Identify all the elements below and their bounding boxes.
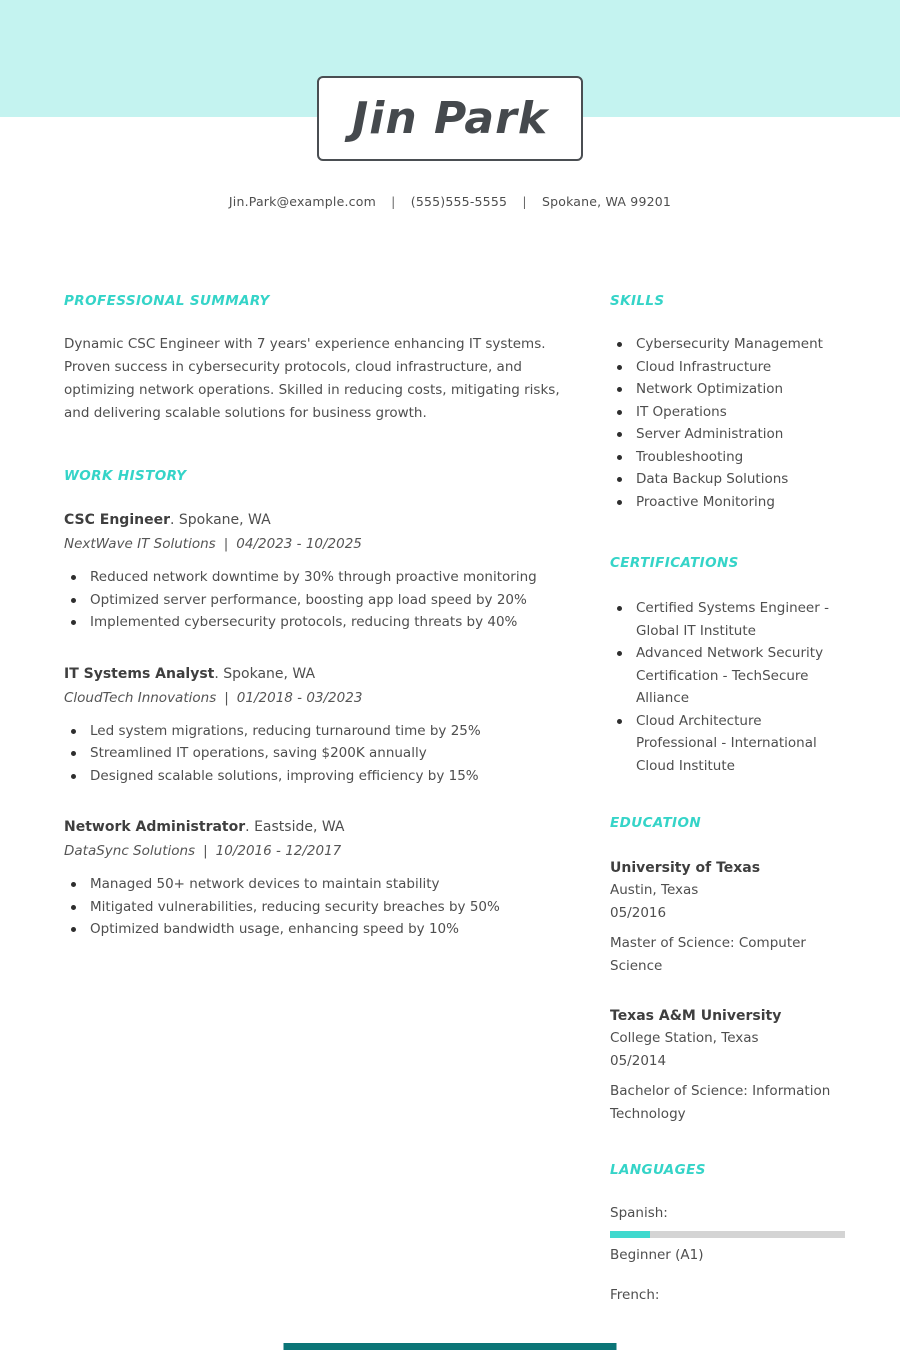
education-list <box>610 857 845 1125</box>
job-location: Spokane, WA <box>223 665 316 682</box>
job-company-line <box>64 532 575 556</box>
contact-location: Spokane, WA 99201 <box>541 194 672 209</box>
school-date: 05/2016 <box>610 904 667 921</box>
language-entry <box>610 1284 845 1306</box>
bullet-dot-icon <box>71 905 76 910</box>
skill-item <box>610 468 845 491</box>
job-bullet-text: Reduced network downtime by 30% through proactive monitoring <box>90 569 537 585</box>
skill-item <box>610 378 845 401</box>
bullet-dot-icon <box>71 927 76 932</box>
job-title-line <box>64 815 575 839</box>
language-name: Spanish: <box>610 1205 668 1221</box>
certifications-heading: CERTIFICATIONS <box>610 555 739 571</box>
job-company: CloudTech Innovations <box>64 689 217 706</box>
job-bullet <box>64 873 575 896</box>
job-company-separator: | <box>203 843 208 859</box>
certification-text: Certified Systems Engineer - Global IT Institute <box>636 600 829 639</box>
skill-text: Proactive Monitoring <box>636 493 775 510</box>
contact-phone: (555)555-5555 <box>410 194 508 209</box>
job-title-separator: . <box>169 512 179 528</box>
bullet-dot-icon <box>71 598 76 603</box>
job-dates: 10/2016 - 12/2017 <box>215 843 342 859</box>
skill-text: Cloud Infrastructure <box>636 358 772 375</box>
language-level: Beginner (A1) <box>610 1247 704 1263</box>
language-entry <box>610 1202 845 1266</box>
job-title-line <box>64 508 575 532</box>
skill-item <box>610 491 845 514</box>
job-bullet-list <box>64 720 575 788</box>
school-name: University of Texas <box>610 860 761 876</box>
bullet-dot-icon <box>617 651 622 656</box>
job-bullet-text: Optimized server performance, boosting app load speed by 20% <box>90 591 527 608</box>
job-entry <box>64 815 575 941</box>
certification-text: Advanced Network Security Certification - TechSecure Alliance <box>636 645 824 706</box>
job-title: Network Administrator <box>64 819 246 835</box>
right-column <box>610 293 845 1324</box>
job-title-separator: . <box>245 819 255 835</box>
certification-item <box>610 710 845 778</box>
bullet-dot-icon <box>71 729 76 734</box>
job-bullet <box>64 611 575 634</box>
contact-separator: | <box>522 194 527 209</box>
job-dates: 04/2023 - 10/2025 <box>236 536 362 552</box>
left-column <box>64 293 575 1324</box>
bullet-dot-icon <box>71 575 76 580</box>
summary-text: Dynamic CSC Engineer with 7 years' experience enhancing IT systems. Proven success in cybersecurity protocols, cloud infrastructure, and optimizing network operations. Skilled in reducing costs, mitigating risks, and delivering scalable solutions for business growth. <box>64 336 560 421</box>
skill-text: Server Administration <box>636 426 784 442</box>
bullet-dot-icon <box>617 455 622 460</box>
skill-item <box>610 333 845 356</box>
languages-list <box>610 1202 845 1306</box>
certification-item <box>610 642 845 710</box>
bullet-dot-icon <box>71 774 76 779</box>
school-degree: Bachelor of Science: Information Technology <box>610 1083 831 1122</box>
job-bullet-text: Streamlined IT operations, saving $200K annually <box>90 745 427 761</box>
job-title-line <box>64 662 575 686</box>
job-company-separator: | <box>223 536 229 552</box>
certification-item <box>610 597 845 642</box>
job-bullet <box>64 720 575 743</box>
job-bullet-text: Mitigated vulnerabilities, reducing security breaches by 50% <box>90 898 500 915</box>
job-bullet <box>64 918 575 941</box>
name-box <box>317 76 583 161</box>
section-certifications <box>610 555 845 777</box>
job-company: NextWave IT Solutions <box>64 536 216 552</box>
contact-email: Jin.Park@example.com <box>228 194 376 209</box>
job-title: IT Systems Analyst <box>64 665 215 682</box>
header <box>0 0 900 209</box>
skill-text: Network Optimization <box>636 381 784 397</box>
work-history-heading: WORK HISTORY <box>64 468 187 484</box>
skill-item <box>610 356 845 379</box>
job-company-line <box>64 839 575 863</box>
certification-text: Cloud Architecture Professional - International Cloud Institute <box>636 712 817 774</box>
section-work-history <box>64 468 575 941</box>
education-entry <box>610 857 845 977</box>
contact-line <box>0 194 900 209</box>
skill-item <box>610 423 845 446</box>
job-entry <box>64 662 575 788</box>
bullet-dot-icon <box>617 432 622 437</box>
job-dates: 01/2018 - 03/2023 <box>236 689 363 706</box>
language-name: French: <box>610 1287 660 1303</box>
school-date: 05/2014 <box>610 1052 667 1069</box>
section-skills <box>610 293 845 513</box>
bullet-dot-icon <box>617 719 622 724</box>
job-location: Spokane, WA <box>178 512 271 528</box>
page-bottom-bar <box>284 1343 617 1350</box>
job-bullet-list <box>64 566 575 634</box>
job-title: CSC Engineer <box>64 512 170 528</box>
bullet-dot-icon <box>617 477 622 482</box>
bullet-dot-icon <box>617 410 622 415</box>
skill-text: Data Backup Solutions <box>636 471 789 487</box>
job-bullet-list <box>64 873 575 941</box>
job-list <box>64 508 575 941</box>
skill-text: Troubleshooting <box>636 448 744 465</box>
bullet-dot-icon <box>617 365 622 370</box>
job-bullet <box>64 765 575 788</box>
education-heading: EDUCATION <box>610 815 702 831</box>
bullet-dot-icon <box>71 620 76 625</box>
school-degree: Master of Science: Computer Science <box>610 935 806 974</box>
bullet-dot-icon <box>617 606 622 611</box>
bullet-dot-icon <box>71 751 76 756</box>
job-bullet <box>64 896 575 919</box>
job-title-separator: . <box>214 665 224 682</box>
summary-heading: PROFESSIONAL SUMMARY <box>64 293 270 309</box>
job-bullet-text: Led system migrations, reducing turnaround time by 25% <box>90 722 481 739</box>
section-professional-summary <box>64 293 575 425</box>
education-entry <box>610 1005 845 1125</box>
job-company: DataSync Solutions <box>64 843 196 859</box>
job-bullet <box>64 742 575 765</box>
bullet-dot-icon <box>617 500 622 505</box>
skill-item <box>610 446 845 469</box>
bullet-dot-icon <box>71 882 76 887</box>
school-name: Texas A&M University <box>610 1008 782 1024</box>
language-proficiency-bar <box>610 1231 845 1238</box>
bullet-dot-icon <box>617 342 622 347</box>
certifications-list <box>610 597 845 777</box>
bullet-dot-icon <box>617 387 622 392</box>
languages-heading: LANGUAGES <box>610 1162 706 1178</box>
job-bullet <box>64 566 575 589</box>
language-proficiency-fill <box>610 1231 650 1238</box>
school-location: Austin, Texas <box>610 882 699 898</box>
job-bullet-text: Designed scalable solutions, improving efficiency by 15% <box>90 767 479 784</box>
job-company-separator: | <box>224 689 229 706</box>
job-bullet-text: Managed 50+ network devices to maintain stability <box>90 876 440 892</box>
job-location: Eastside, WA <box>254 819 345 835</box>
skill-item <box>610 401 845 424</box>
skill-text: IT Operations <box>636 403 727 420</box>
job-entry <box>64 508 575 634</box>
section-languages <box>610 1162 845 1306</box>
section-education <box>610 815 845 1125</box>
job-company-line <box>64 686 575 710</box>
skills-list <box>610 333 845 513</box>
content-columns <box>0 293 900 1324</box>
school-location: College Station, Texas <box>610 1030 759 1046</box>
contact-separator: | <box>391 194 396 209</box>
candidate-name: Jin Park <box>351 93 549 144</box>
skill-text: Cybersecurity Management <box>636 336 823 352</box>
job-bullet-text: Implemented cybersecurity protocols, reducing threats by 40% <box>90 614 518 630</box>
job-bullet-text: Optimized bandwidth usage, enhancing speed by 10% <box>90 921 459 937</box>
job-bullet <box>64 589 575 612</box>
skills-heading: SKILLS <box>610 293 665 309</box>
